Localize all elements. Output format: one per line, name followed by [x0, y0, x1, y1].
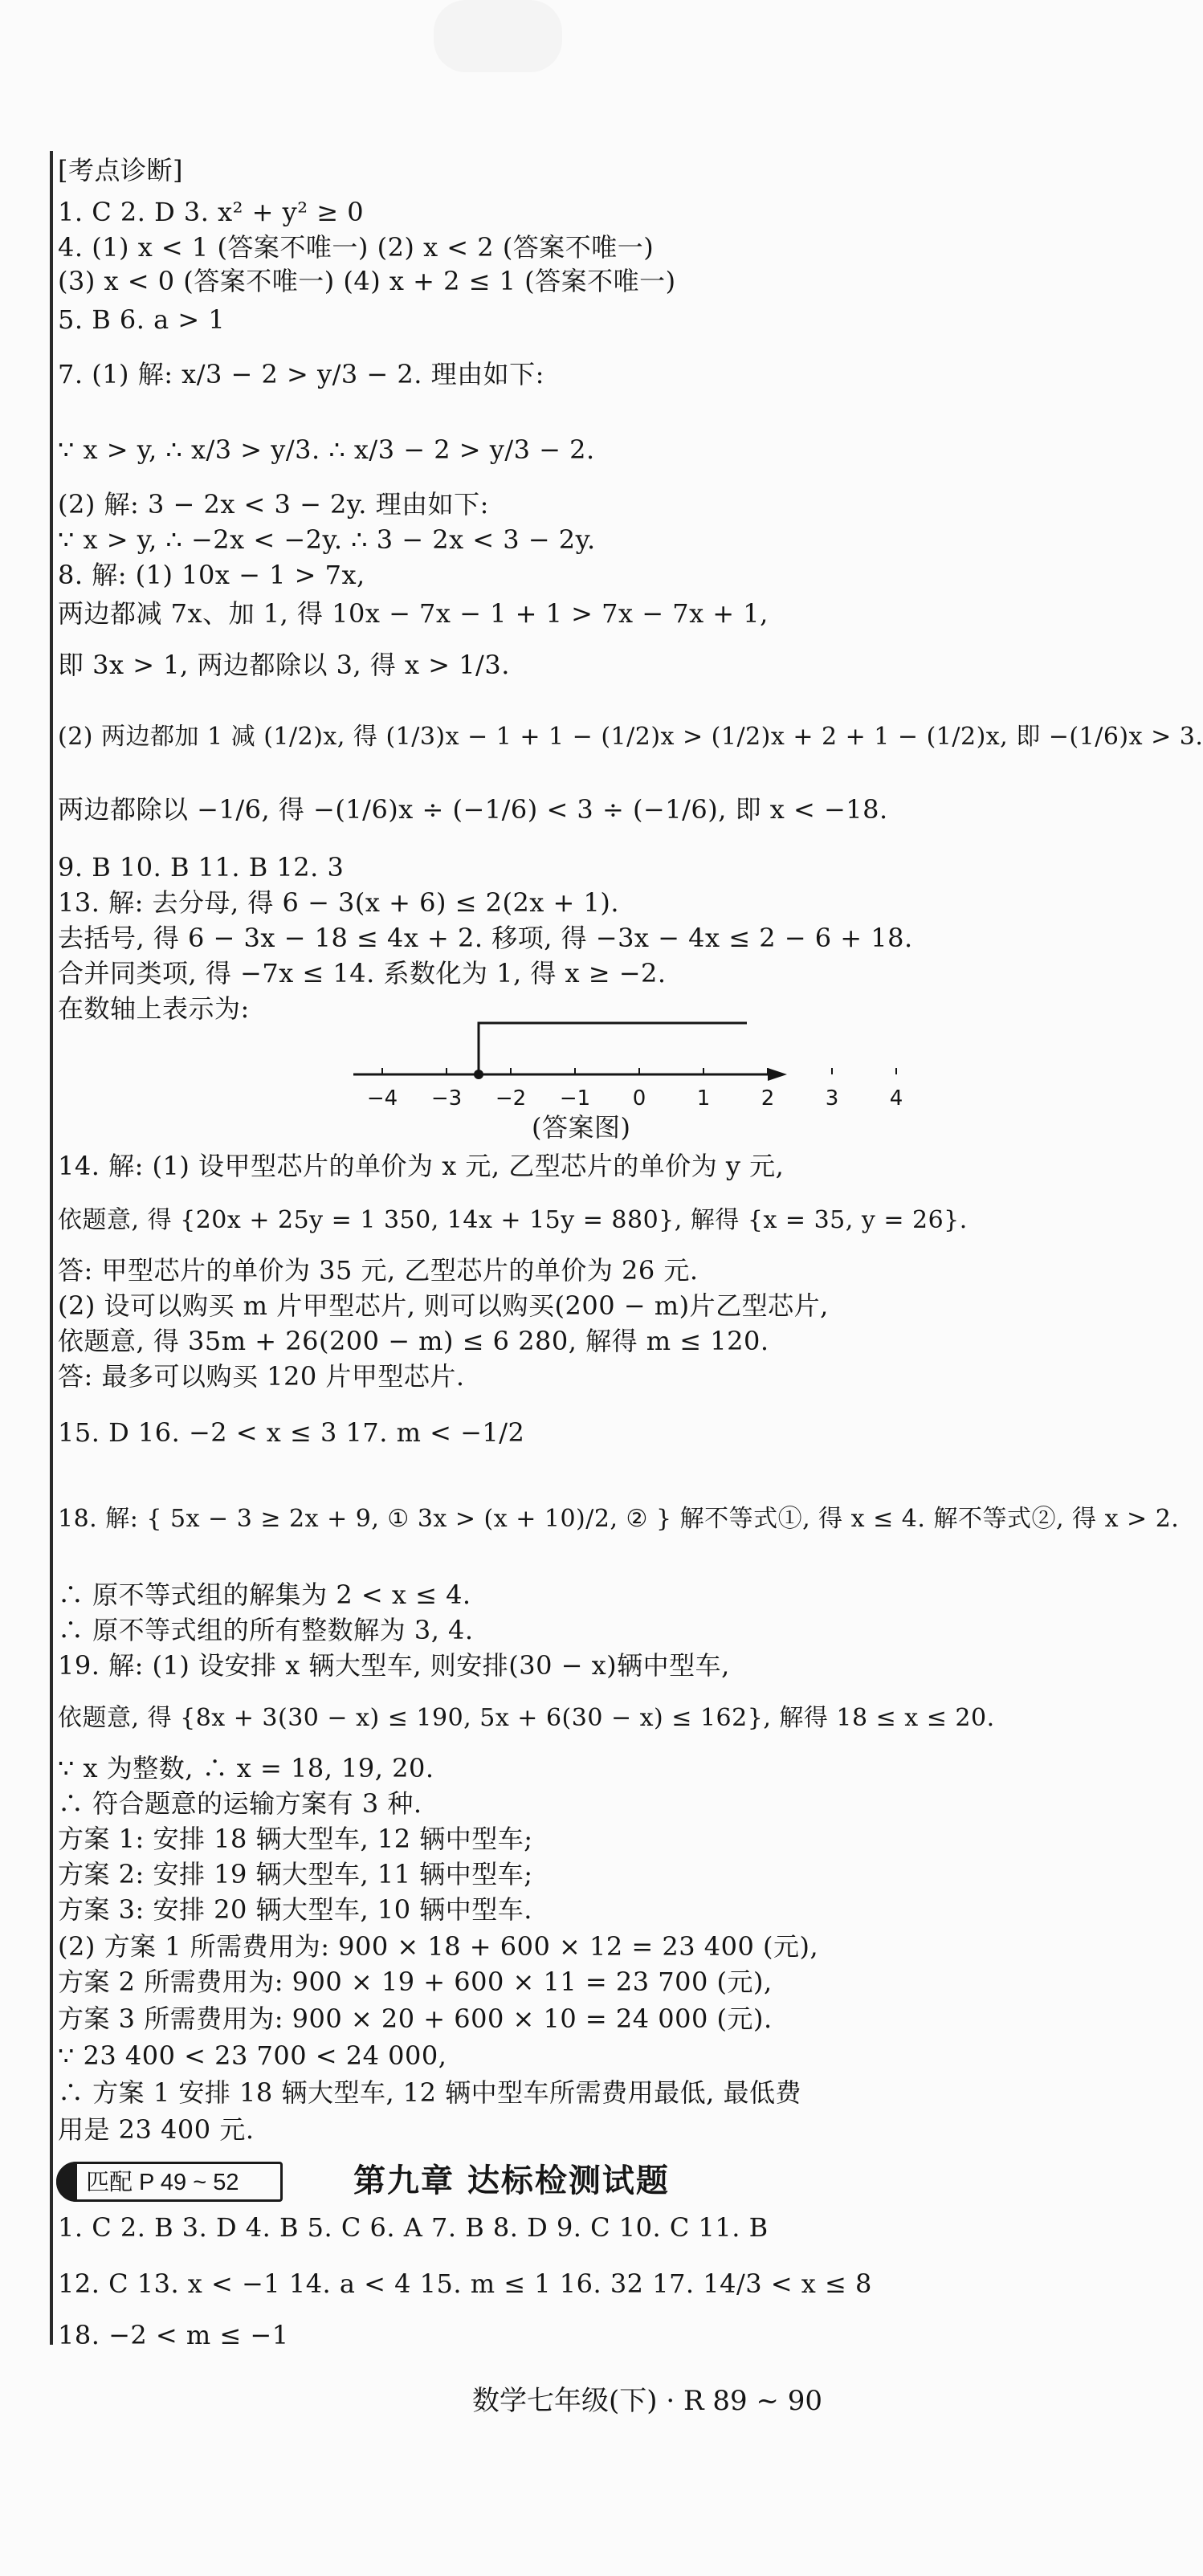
answer-line: 19. 解: (1) 设安排 x 辆大型车, 则安排(30 − x)辆中型车, [58, 1650, 730, 1681]
badge-cap [56, 2162, 77, 2202]
answer-line: 5. B 6. a > 1 [58, 304, 226, 335]
match-pages-badge [56, 2162, 283, 2202]
answer-line: 方案 1: 安排 18 辆大型车, 12 辆中型车; [58, 1824, 533, 1854]
number-line-tick-label: −2 [495, 1086, 527, 1111]
answer-line: 在数轴上表示为: [58, 993, 250, 1024]
answer-line: 即 3x > 1, 两边都除以 3, 得 x > 1/3. [58, 650, 510, 680]
answer-line: 14. 解: (1) 设甲型芯片的单价为 x 元, 乙型芯片的单价为 y 元, [58, 1151, 785, 1181]
section-heading: [考点诊断] [58, 155, 183, 185]
answer-line: 4. (1) x < 1 (答案不唯一) (2) x < 2 (答案不唯一) [58, 232, 655, 263]
answer-line: ∵ x > y, ∴ −2x < −2y. ∴ 3 − 2x < 3 − 2y. [58, 524, 596, 555]
answer-line: (2) 设可以购买 m 片甲型芯片, 则可以购买(200 − m)片乙型芯片, [58, 1290, 829, 1321]
number-line-tick-label: 3 [825, 1086, 839, 1111]
answer-line: 依题意, 得 35m + 26(200 − m) ≤ 6 280, 解得 m ≤ 120. [58, 1326, 769, 1356]
answer-line: ∴ 原不等式组的所有整数解为 3, 4. [58, 1615, 474, 1645]
answer-line: 去括号, 得 6 − 3x − 18 ≤ 4x + 2. 移项, 得 −3x − 4x ≤ 2 − 6 + 18. [58, 923, 913, 953]
answer-line: 两边都除以 −1/6, 得 −(1/6)x ÷ (−1/6) < 3 ÷ (−1/6), 即 x < −18. [58, 794, 888, 825]
answer-line: 两边都减 7x、加 1, 得 10x − 7x − 1 + 1 > 7x − 7x + 1, [58, 598, 769, 629]
number-line-tick-label: 0 [632, 1086, 646, 1111]
figure-caption: (答案图) [532, 1112, 631, 1143]
answer-line: ∵ x > y, ∴ x/3 > y/3. ∴ x/3 − 2 > y/3 − 2. [58, 434, 595, 465]
page-footer: 数学七年级(下) · R 89 ~ 90 [472, 2385, 822, 2417]
answer-line: 依题意, 得 {20x + 25y = 1 350, 14x + 15y = 880}, 解得 {x = 35, y = 26}. [58, 1206, 968, 1234]
number-line-figure [353, 1015, 903, 1116]
number-line-tick-label: 4 [889, 1086, 903, 1111]
answer-line: ∴ 原不等式组的解集为 2 < x ≤ 4. [58, 1579, 471, 1610]
answer-line: 8. 解: (1) 10x − 1 > 7x, [58, 560, 365, 590]
number-line-tick-label: 1 [696, 1086, 711, 1111]
number-line-tick-label: −4 [366, 1086, 398, 1111]
answer-line: ∵ 23 400 < 23 700 < 24 000, [58, 2040, 447, 2071]
answer-line: (2) 方案 1 所需费用为: 900 × 18 + 600 × 12 = 23 400 (元), [58, 1931, 819, 1962]
answer-line: 用是 23 400 元. [58, 2114, 255, 2145]
left-margin-rule [50, 151, 53, 2345]
answer-line: 方案 2: 安排 19 辆大型车, 11 辆中型车; [58, 1859, 533, 1889]
answer-line: 15. D 16. −2 < x ≤ 3 17. m < −1/2 [58, 1417, 525, 1448]
answer-line: ∴ 符合题意的运输方案有 3 种. [58, 1788, 422, 1819]
answer-line: 方案 3 所需费用为: 900 × 20 + 600 × 10 = 24 000 (元). [58, 2003, 773, 2034]
answer-line: 依题意, 得 {8x + 3(30 − x) ≤ 190, 5x + 6(30 − x) ≤ 162}, 解得 18 ≤ x ≤ 20. [58, 1704, 995, 1732]
badge-label: 匹配 P 49 ~ 52 [86, 2170, 239, 2195]
number-line-arrow [768, 1068, 787, 1081]
number-line-tick-label: −1 [559, 1086, 591, 1111]
solution-bracket [479, 1023, 747, 1074]
answer-line: (2) 解: 3 − 2x < 3 − 2y. 理由如下: [58, 489, 489, 520]
solution-endpoint-dot [474, 1070, 483, 1079]
number-line-tick-label: −3 [430, 1086, 463, 1111]
answer-line: 1. C 2. D 3. x² + y² ≥ 0 [58, 197, 365, 227]
answer-line: (2) 两边都加 1 减 (1/2)x, 得 (1/3)x − 1 + 1 − (1/2)x > (1/2)x + 2 + 1 − (1/2)x, 即 −(1/6)x > 3. [58, 723, 1203, 751]
answer-line: 合并同类项, 得 −7x ≤ 14. 系数化为 1, 得 x ≥ −2. [58, 958, 667, 988]
chapter-title: 第九章 达标检测试题 [353, 2162, 670, 2199]
answer-line: ∵ x 为整数, ∴ x = 18, 19, 20. [58, 1753, 434, 1783]
answer-line: 9. B 10. B 11. B 12. 3 [58, 852, 345, 882]
answer-line: 答: 甲型芯片的单价为 35 元, 乙型芯片的单价为 26 元. [58, 1255, 699, 1286]
answer-line: (3) x < 0 (答案不唯一) (4) x + 2 ≤ 1 (答案不唯一) [58, 266, 676, 296]
number-line-tick-label: 2 [761, 1086, 775, 1111]
answer-line: 方案 2 所需费用为: 900 × 19 + 600 × 11 = 23 700 (元), [58, 1967, 773, 1997]
chapter-answer-line: 12. C 13. x < −1 14. a < 4 15. m ≤ 1 16. 32 17. 14/3 < x ≤ 8 [58, 2268, 872, 2299]
answer-line: 7. (1) 解: x/3 − 2 > y/3 − 2. 理由如下: [58, 359, 544, 389]
answer-line: 方案 3: 安排 20 辆大型车, 10 辆中型车. [58, 1894, 532, 1925]
chapter-answer-line: 1. C 2. B 3. D 4. B 5. C 6. A 7. B 8. D 9. C 10. C 11. B [58, 2212, 769, 2243]
answer-line: 答: 最多可以购买 120 片甲型芯片. [58, 1361, 465, 1392]
chapter-answer-line: 18. −2 < m ≤ −1 [58, 2320, 289, 2350]
answer-line: 18. 解: { 5x − 3 ≥ 2x + 9, ① 3x > (x + 10)/2, ② } 解不等式①, 得 x ≤ 4. 解不等式②, 得 x > 2. [58, 1505, 1180, 1533]
answer-line: ∴ 方案 1 安排 18 辆大型车, 12 辆中型车所需费用最低, 最低费 [58, 2077, 802, 2108]
answer-line: 13. 解: 去分母, 得 6 − 3(x + 6) ≤ 2(2x + 1). [58, 887, 620, 918]
scan-smudge [434, 0, 562, 72]
